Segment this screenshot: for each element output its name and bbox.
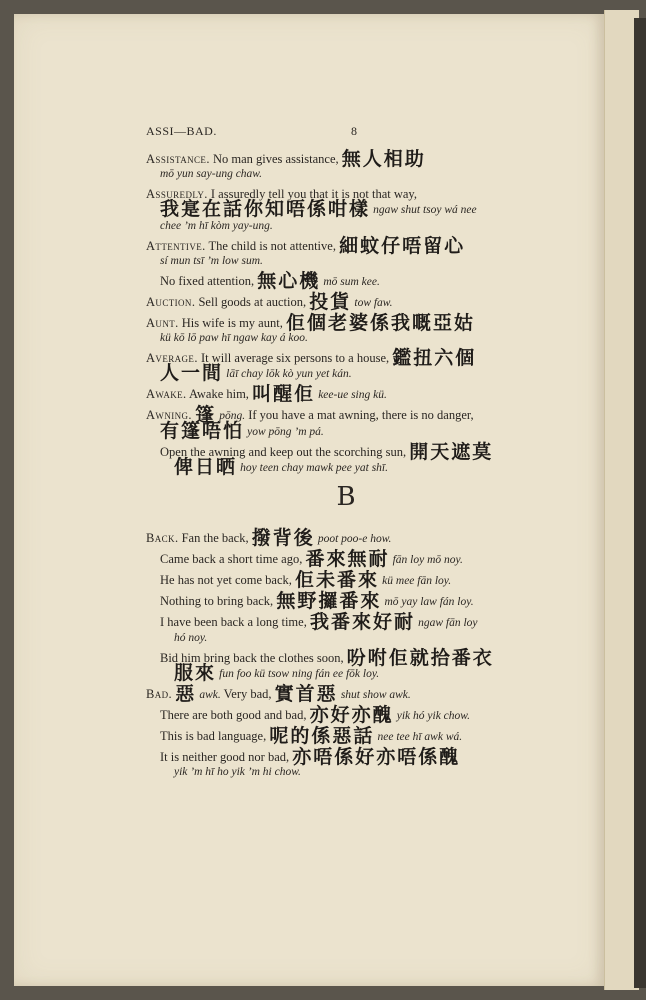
romanization: yik hó yik chow.	[396, 710, 470, 722]
chinese-text: 番來無耐	[305, 548, 390, 570]
english-text: Open the awning and keep out the scorching sun,	[160, 445, 407, 459]
dictionary-content	[146, 148, 556, 785]
headword: Awning.	[146, 408, 192, 422]
chinese-text: 叫醒佢	[252, 383, 316, 405]
romanization-headword: pōng.	[219, 410, 246, 422]
romanization-headword: awk.	[199, 689, 221, 701]
entry-back	[146, 527, 556, 549]
entry-average	[146, 347, 556, 384]
headword: Auction.	[146, 295, 196, 309]
headword: Attentive.	[146, 239, 206, 253]
running-header	[146, 124, 446, 139]
english-text: He has not yet come back,	[160, 573, 292, 587]
english-text: No fixed attention,	[160, 274, 255, 288]
english-text: It will average six persons to a house,	[200, 351, 390, 365]
entry-attention	[160, 270, 556, 292]
english-text: The child is not attentive,	[208, 239, 336, 253]
chinese-text: 無人相助	[341, 148, 426, 170]
entry-assistance	[146, 148, 556, 182]
entry-bad-language	[160, 725, 556, 747]
romanization: hoy teen chay mawk pee yat shī.	[240, 462, 388, 474]
running-title: ASSI—BAD.	[146, 124, 217, 138]
romanization-cont: chee ’m hī kòm yay-ung.	[160, 220, 273, 232]
chinese-text-cont: 人一間	[160, 362, 224, 384]
section-letter: B	[336, 482, 356, 512]
english-text: I have been back a long time,	[160, 615, 307, 629]
entry-not-come-back	[160, 569, 556, 591]
chinese-text: 佢未番來	[295, 569, 380, 591]
romanization: sí mun tsī ’m low sum.	[160, 255, 263, 267]
chinese-headword: 篷	[195, 404, 217, 426]
english-text: Came back a short time ago,	[160, 552, 303, 566]
chinese-text: 有篷唔怕	[160, 420, 245, 442]
romanization: fān loy mō noy.	[392, 554, 463, 566]
chinese-text: 亦好亦醜	[309, 704, 394, 726]
english-text: Awake him,	[188, 387, 249, 401]
chinese-text: 細蚊仔唔留心	[339, 235, 466, 257]
chinese-text-cont: 服來	[174, 662, 217, 684]
romanization: kü mee fān loy.	[382, 575, 452, 587]
romanization: yow pōng ’m pá.	[247, 426, 324, 438]
romanization: mō sum kee.	[323, 276, 380, 288]
entry-bad	[146, 683, 556, 705]
romanization: kee-ue sing kü.	[318, 389, 387, 401]
entry-auction	[146, 291, 556, 313]
english-text: Very bad,	[223, 687, 272, 701]
entry-good-and-bad	[160, 704, 556, 726]
chinese-text: 實首惡	[274, 683, 338, 705]
chinese-text: 無野攞番來	[276, 590, 382, 612]
entry-awning-open	[160, 441, 556, 478]
entry-assuredly	[146, 187, 556, 234]
chinese-text: 開天遮莫	[409, 441, 494, 463]
entry-nothing-bring-back	[160, 590, 556, 612]
headword: Average.	[146, 351, 198, 365]
entry-awake	[146, 383, 556, 405]
romanization-cont: hó noy.	[174, 632, 208, 644]
chinese-text: 亦唔係好亦唔係醜	[292, 746, 461, 768]
romanization: lāī chay lōk kò yun yet kán.	[226, 368, 352, 380]
english-text: Fan the back,	[181, 531, 249, 545]
english-text: If you have a mat awning, there is no danger,	[248, 408, 474, 422]
english-text: Sell goods at auction,	[198, 295, 307, 309]
chinese-text-cont: 俾日晒	[174, 456, 238, 478]
entry-came-back	[160, 548, 556, 570]
chinese-text: 投貨	[309, 291, 352, 313]
romanization: mō yun say-ung chaw.	[160, 168, 262, 180]
headword: Back.	[146, 531, 179, 545]
romanization: tow faw.	[354, 297, 393, 309]
english-text: Bid him bring back the clothes soon,	[160, 651, 344, 665]
entry-neither-good-nor-bad	[160, 746, 556, 780]
headword: Aunt.	[146, 316, 179, 330]
romanization: nee tee hī awk wá.	[377, 731, 463, 743]
headword: Assuredly.	[146, 187, 208, 201]
entry-attentive	[146, 235, 556, 269]
entry-awning	[146, 404, 556, 442]
romanization: shut show awk.	[340, 689, 411, 701]
chinese-text: 佢個老婆係我嘅亞姑	[285, 312, 475, 334]
romanization: mō yay law fán loy.	[384, 596, 474, 608]
chinese-text: 呢的係惡話	[269, 725, 375, 747]
chinese-text: 我番來好耐	[309, 611, 415, 633]
english-text: I assuredly tell you that it is not that way,	[210, 187, 417, 201]
chinese-text: 無心機	[257, 270, 321, 292]
chinese-text: 撥背後	[251, 527, 315, 549]
page-number: 8	[351, 124, 358, 138]
headword: Assistance.	[146, 152, 210, 166]
english-text: This is bad language,	[160, 729, 267, 743]
chinese-text: 我寔在話你知唔係咁樣	[160, 198, 371, 220]
entry-back-long-time	[160, 611, 556, 646]
entry-bring-clothes	[160, 647, 556, 684]
english-text: No man gives assistance,	[212, 152, 339, 166]
english-text: It is neither good nor bad,	[160, 750, 290, 764]
romanization: kü kō lō paw hī ngaw kay á koo.	[160, 332, 308, 344]
chinese-text: 吩咐佢就拾番衣	[346, 647, 494, 669]
headword: Bad.	[146, 687, 173, 701]
romanization: ngaw fān loy	[418, 617, 478, 629]
headword: Awake.	[146, 387, 187, 401]
romanization: ngaw shut tsoy wá nee	[373, 204, 477, 216]
binding-shadow	[634, 18, 646, 988]
romanization: fun foo kü tsow ning fán ee fōk loy.	[219, 668, 380, 680]
entry-aunt	[146, 312, 556, 346]
chinese-text: 鑑扭六個	[392, 347, 477, 369]
chinese-headword: 惡	[175, 683, 197, 705]
romanization: yik ’m hī ho yik ’m hi chow.	[174, 766, 301, 778]
english-text: There are both good and bad,	[160, 708, 307, 722]
english-text: His wife is my aunt,	[181, 316, 283, 330]
romanization: poot poo-e how.	[317, 533, 392, 545]
english-text: Nothing to bring back,	[160, 594, 274, 608]
